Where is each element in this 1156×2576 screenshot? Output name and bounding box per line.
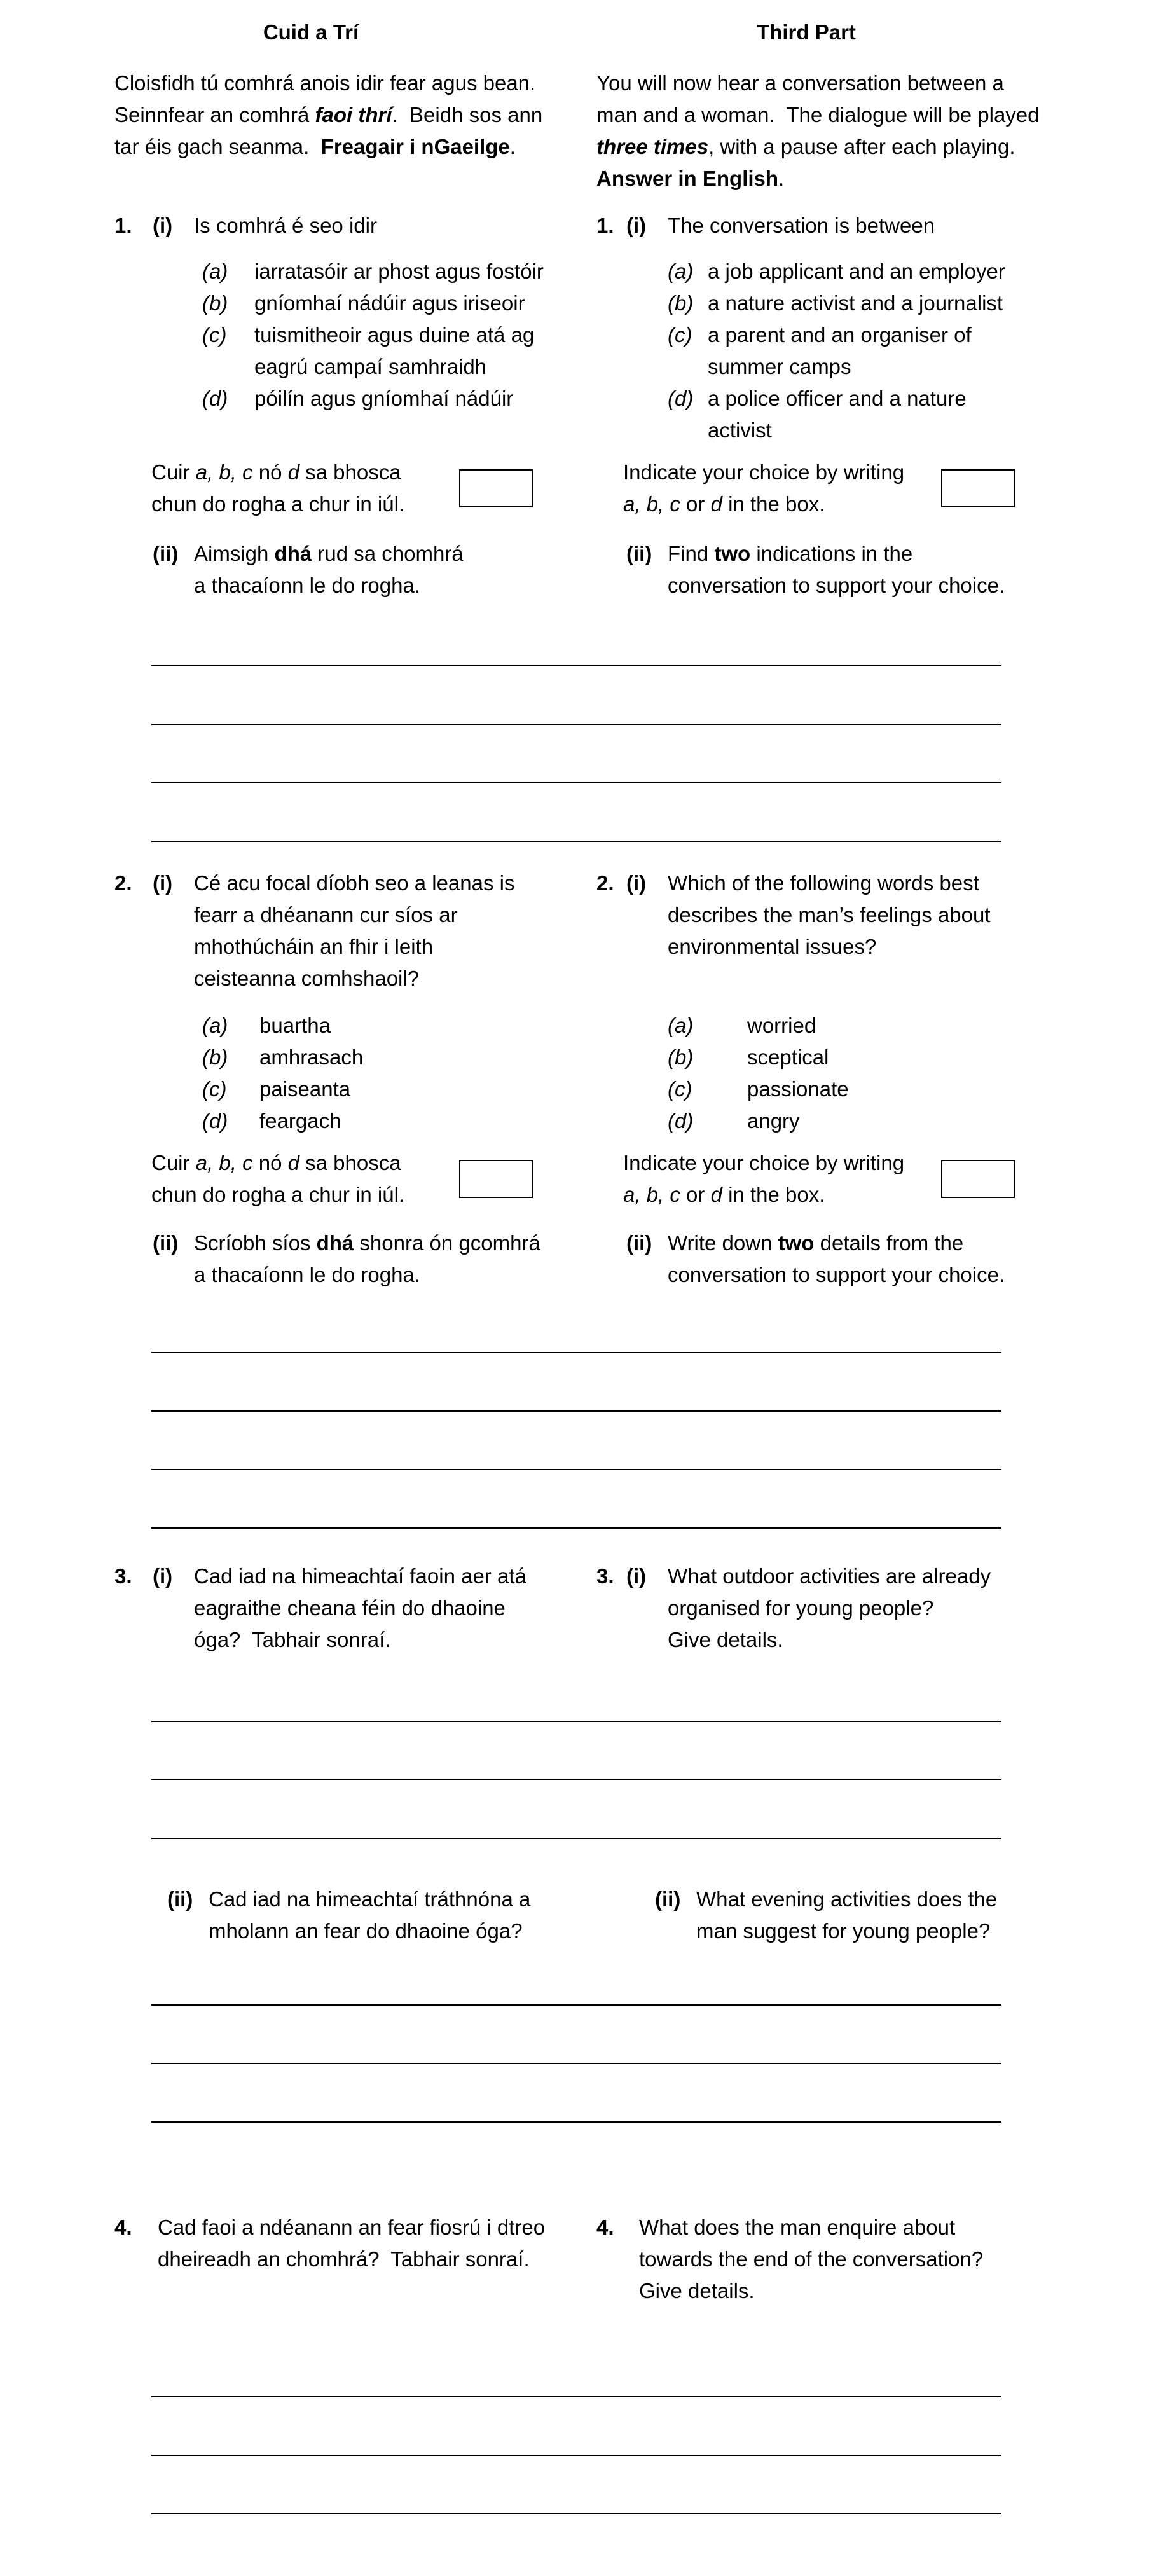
q1-number: 1. <box>596 214 614 237</box>
q3-part-i-irish: 3. (i) Cad iad na himeachtaí faoin aer atá eagraithe cheana féin do dhaoine óga? Tabhair sonraí. <box>114 1560 566 1656</box>
spacer <box>114 538 153 602</box>
answer-line[interactable] <box>151 725 1001 783</box>
q2-right-options <box>668 1010 1042 1137</box>
section-headers <box>0 17 1156 48</box>
answer-line[interactable] <box>151 1295 1001 1353</box>
q1-number: 1. <box>114 214 132 237</box>
q1-options-row <box>0 256 1156 446</box>
header-english: Third Part <box>757 20 856 44</box>
q2-options-row <box>0 1010 1156 1137</box>
intro-line: three times, with a pause after each playing. <box>596 135 1015 158</box>
q1-choice-row <box>0 457 1156 520</box>
q4-row <box>0 2212 1156 2307</box>
q1-roman-ii: (ii) <box>626 542 652 565</box>
q1-right-stem-text: The conversation is between <box>668 214 935 237</box>
q2-stem-row <box>0 867 1156 995</box>
q2-part-ii-irish: (ii) Scríobh síos dhá shonra ón gcomhrá a thacaíonn le do rogha. <box>114 1227 566 1291</box>
q2-left-options <box>202 1010 566 1137</box>
q4-irish: 4. Cad faoi a ndéanann an fear fiosrú i dtreo dheireadh an chomhrá? Tabhair sonraí. <box>114 2212 566 2275</box>
option-letter: (c) <box>202 323 227 347</box>
answer-line[interactable] <box>151 2064 1001 2123</box>
q2-right-stem: 2. (i) Which of the following words best describes the man’s feelings about environmental issues? <box>596 867 1042 963</box>
option-letter: (a) <box>668 259 694 283</box>
answer-line[interactable] <box>151 2339 1001 2397</box>
q2-roman-i: (i) <box>626 871 647 895</box>
option-letter: (c) <box>668 1077 692 1101</box>
option-letter: (d) <box>202 1109 228 1133</box>
option-d: (d) a police officer and a nature activist <box>668 383 1042 446</box>
answer-line[interactable] <box>151 1353 1001 1412</box>
q3ii-answer-lines <box>151 1947 1001 2123</box>
q1-roman-i: (i) <box>153 214 173 237</box>
q2-answer-box-irish[interactable] <box>459 1160 533 1198</box>
q3-roman-i: (i) <box>626 1564 647 1588</box>
q2-choice-row <box>0 1147 1156 1211</box>
q1-part-ii-irish: (ii) Aimsigh dhá rud sa chomhrá a thacaíonn le do rogha. <box>114 538 566 602</box>
option-letter: (c) <box>202 1077 227 1101</box>
spacer <box>129 1884 167 1947</box>
intro-line: Cloisfidh tú comhrá anois idir fear agus bean. <box>114 71 536 95</box>
q2-number: 2. <box>114 871 132 895</box>
q1-stem-row <box>0 210 1156 242</box>
q4-number: 4. <box>114 2215 132 2239</box>
q3-number: 3. <box>114 1564 132 1588</box>
q3i-answer-lines <box>151 1663 1001 1839</box>
option-letter: (a) <box>202 1014 228 1037</box>
spacer <box>114 1227 153 1291</box>
intro-line: tar éis gach seanma. Freagair i nGaeilge. <box>114 135 516 158</box>
answer-line[interactable] <box>151 666 1001 725</box>
option-letter: (a) <box>668 1014 694 1037</box>
q1-choice-instruction-irish: Cuir a, b, c nó d sa bhosca chun do rogha a chur in iúl. <box>151 457 566 520</box>
option-letter: (b) <box>202 291 228 315</box>
q1-left-stem <box>114 210 566 242</box>
option-b: (b) sceptical <box>668 1042 1042 1073</box>
answer-line[interactable] <box>151 1412 1001 1470</box>
q2-answer-box-english[interactable] <box>941 1160 1015 1198</box>
q2-choice-instruction-irish: Cuir a, b, c nó d sa bhosca chun do rogha a chur in iúl. <box>151 1147 566 1211</box>
q3-part-ii-english: (ii) What evening activities does the man suggest for young people? <box>655 1884 1042 1947</box>
option-c: (c) paiseanta <box>202 1073 566 1105</box>
answer-line[interactable] <box>151 1470 1001 1529</box>
q1-right-stem <box>596 210 1042 242</box>
intro-row <box>0 67 1156 195</box>
option-a: (a) a job applicant and an employer <box>668 256 1042 287</box>
option-a: (a) worried <box>668 1010 1042 1042</box>
q2-choice-instruction-english: Indicate your choice by writing a, b, c or d in the box. <box>623 1147 1042 1211</box>
intro-line: man and a woman. The dialogue will be played <box>596 103 1040 127</box>
option-letter: (d) <box>202 387 228 410</box>
answer-line[interactable] <box>151 2006 1001 2064</box>
option-letter: (b) <box>668 1045 694 1069</box>
q1-answer-box-irish[interactable] <box>459 469 533 507</box>
q1-left-options <box>202 256 566 415</box>
q2-number: 2. <box>596 871 614 895</box>
answer-line[interactable] <box>151 2397 1001 2456</box>
answer-line[interactable] <box>151 1722 1001 1780</box>
q1-roman-i: (i) <box>626 214 647 237</box>
answer-line[interactable] <box>151 1947 1001 2006</box>
q2-part-ii-english: (ii) Write down two details from the conversation to support your choice. <box>596 1227 1042 1291</box>
q4-answer-lines <box>151 2339 1001 2514</box>
q1-part-ii-english: (ii) Find two indications in the conversation to support your choice. <box>596 538 1042 602</box>
q2-roman-ii: (ii) <box>153 1231 179 1255</box>
q2-roman-i: (i) <box>153 871 173 895</box>
option-c: (c) tuismitheoir agus duine atá ag eagrú campaí samhraidh <box>202 319 566 383</box>
option-b: (b) gníomhaí nádúir agus iriseoir <box>202 287 566 319</box>
answer-line[interactable] <box>151 783 1001 842</box>
option-d: (d) feargach <box>202 1105 566 1137</box>
option-a: (a) iarratasóir ar phost agus fostóir <box>202 256 566 287</box>
option-d: (d) póilín agus gníomhaí nádúir <box>202 383 566 415</box>
option-letter: (d) <box>668 387 694 410</box>
intro-line: You will now hear a conversation between a <box>596 71 1004 95</box>
option-letter: (a) <box>202 259 228 283</box>
q2-left-stem: 2. (i) Cé acu focal díobh seo a leanas is fearr a dhéanann cur síos ar mhothúcháin an fhir i leith ceisteanna comhshaoil? <box>114 867 566 995</box>
q3-part-ii-irish: (ii) Cad iad na himeachtaí tráthnóna a mholann an fear do dhaoine óga? <box>129 1884 566 1947</box>
q1-choice-instruction-english: Indicate your choice by writing a, b, c or d in the box. <box>623 457 1042 520</box>
q3-number: 3. <box>596 1564 614 1588</box>
option-letter: (b) <box>668 291 694 315</box>
answer-line[interactable] <box>151 608 1001 666</box>
q1-left-stem-text: Is comhrá é seo idir <box>194 214 377 237</box>
q4-number: 4. <box>596 2215 614 2239</box>
q3-roman-i: (i) <box>153 1564 173 1588</box>
intro-english <box>596 67 1042 195</box>
q3-roman-ii: (ii) <box>655 1887 681 1911</box>
option-letter: (b) <box>202 1045 228 1069</box>
option-letter: (c) <box>668 323 692 347</box>
header-irish: Cuid a Trí <box>263 20 359 44</box>
intro-line: Seinnfear an comhrá faoi thrí. Beidh sos ann <box>114 103 543 127</box>
q3-part-ii-row <box>0 1884 1156 1947</box>
option-b: (b) amhrasach <box>202 1042 566 1073</box>
option-a: (a) buartha <box>202 1010 566 1042</box>
intro-line: Answer in English. <box>596 167 785 190</box>
answer-line[interactable] <box>151 1663 1001 1722</box>
q3-part-i-english: 3. (i) What outdoor activities are already organised for young people? Give details. <box>596 1560 1042 1656</box>
option-c: (c) a parent and an organiser of summer camps <box>668 319 1042 383</box>
q2-part-ii-row <box>0 1227 1156 1291</box>
q1-answer-box-english[interactable] <box>941 469 1015 507</box>
q2-answer-lines <box>151 1295 1001 1529</box>
option-b: (b) a nature activist and a journalist <box>668 287 1042 319</box>
option-c: (c) passionate <box>668 1073 1042 1105</box>
q4-english: 4. What does the man enquire about towards the end of the conversation? Give details. <box>596 2212 1042 2307</box>
spacer <box>596 1227 626 1291</box>
q3-roman-ii: (ii) <box>167 1887 193 1911</box>
q2-roman-ii: (ii) <box>626 1231 652 1255</box>
option-letter: (d) <box>668 1109 694 1133</box>
answer-line[interactable] <box>151 2456 1001 2514</box>
q3-part-i-row <box>0 1560 1156 1656</box>
intro-irish <box>114 67 566 163</box>
spacer <box>596 538 626 602</box>
q1-part-ii-row <box>0 538 1156 602</box>
q1-roman-ii: (ii) <box>153 542 179 565</box>
q1-answer-lines <box>151 608 1001 842</box>
answer-line[interactable] <box>151 1780 1001 1839</box>
option-d: (d) angry <box>668 1105 1042 1137</box>
q1-right-options <box>668 256 1042 446</box>
